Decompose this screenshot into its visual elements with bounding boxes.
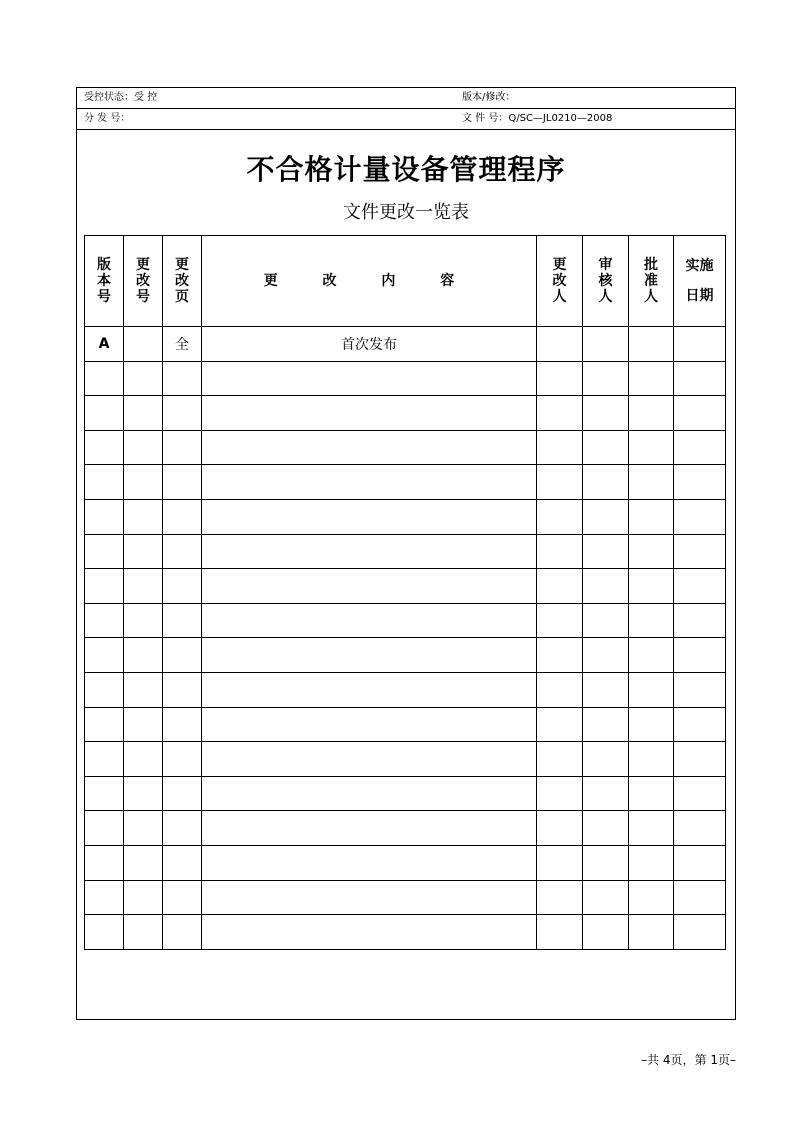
cell-content (202, 499, 537, 534)
document-title: 不合格计量设备管理程序 (246, 153, 566, 186)
header-version: 版本号 (85, 236, 124, 327)
cell-reviewer (583, 465, 629, 500)
header-date: 实施 日期 (674, 236, 726, 327)
cell-approver (629, 707, 674, 742)
cell-changer (537, 915, 583, 950)
cell-version (85, 499, 124, 534)
cell-reviewer (583, 742, 629, 777)
cell-changer (537, 742, 583, 777)
cell-date (674, 569, 726, 604)
cell-date (674, 811, 726, 846)
cell-change-page (163, 845, 202, 880)
cell-date (674, 776, 726, 811)
cell-date (674, 396, 726, 431)
cell-date (674, 430, 726, 465)
cell-change-page (163, 396, 202, 431)
cell-change-page (163, 465, 202, 500)
table-row (85, 742, 726, 777)
table-row (85, 396, 726, 431)
cell-change-page (163, 499, 202, 534)
cell-content (202, 742, 537, 777)
cell-change-page (163, 638, 202, 673)
table-row (85, 465, 726, 500)
cell-reviewer (583, 534, 629, 569)
table-row (85, 569, 726, 604)
cell-version (85, 811, 124, 846)
cell-change-page (163, 672, 202, 707)
cell-approver (629, 638, 674, 673)
cell-reviewer (583, 672, 629, 707)
cell-date (674, 361, 726, 396)
cell-content (202, 534, 537, 569)
cell-reviewer (583, 915, 629, 950)
cell-approver (629, 465, 674, 500)
document-frame (76, 87, 736, 1020)
cell-reviewer (583, 776, 629, 811)
cell-version (85, 845, 124, 880)
cell-change-no (124, 465, 163, 500)
cell-date (674, 707, 726, 742)
cell-change-page (163, 811, 202, 846)
cell-changer (537, 845, 583, 880)
table-row (85, 776, 726, 811)
cell-change-no (124, 396, 163, 431)
cell-changer (537, 776, 583, 811)
cell-content: 首次发布 (202, 327, 537, 362)
cell-change-no (124, 811, 163, 846)
cell-approver (629, 672, 674, 707)
cell-content (202, 569, 537, 604)
header-change-no: 更改号 (124, 236, 163, 327)
cell-changer (537, 327, 583, 362)
header-row-1 (77, 88, 735, 109)
cell-approver (629, 396, 674, 431)
cell-reviewer (583, 430, 629, 465)
cell-content (202, 845, 537, 880)
table-header-row (85, 236, 726, 327)
cell-changer (537, 396, 583, 431)
cell-change-no (124, 638, 163, 673)
cell-changer (537, 534, 583, 569)
cell-changer (537, 811, 583, 846)
cell-approver (629, 603, 674, 638)
cell-changer (537, 707, 583, 742)
header-changer: 更改人 (537, 236, 583, 327)
cell-date (674, 915, 726, 950)
cell-approver (629, 880, 674, 915)
cell-changer (537, 499, 583, 534)
cell-version (85, 396, 124, 431)
cell-change-page (163, 880, 202, 915)
cell-change-page (163, 915, 202, 950)
cell-reviewer (583, 569, 629, 604)
cell-change-no (124, 915, 163, 950)
header-approver: 批准人 (629, 236, 674, 327)
cell-change-no (124, 880, 163, 915)
cell-changer (537, 672, 583, 707)
cell-version (85, 534, 124, 569)
cell-version (85, 603, 124, 638)
cell-change-page (163, 569, 202, 604)
cell-reviewer (583, 603, 629, 638)
cell-change-no (124, 603, 163, 638)
cell-changer (537, 465, 583, 500)
table-row (85, 672, 726, 707)
table-row (85, 811, 726, 846)
cell-approver (629, 430, 674, 465)
cell-version (85, 915, 124, 950)
control-status: 受控状态：受 控 (84, 92, 158, 103)
version-edit: 版本/修改： (462, 92, 516, 103)
cell-date (674, 638, 726, 673)
table-row (85, 361, 726, 396)
cell-changer (537, 603, 583, 638)
cell-date (674, 465, 726, 500)
cell-approver (629, 327, 674, 362)
cell-change-page (163, 534, 202, 569)
cell-change-page (163, 707, 202, 742)
cell-content (202, 638, 537, 673)
cell-approver (629, 742, 674, 777)
header-content: 更 改 内 容 (202, 236, 537, 327)
page-footer: –共 4页，第 1页– (641, 1053, 736, 1067)
table-row (85, 707, 726, 742)
cell-content (202, 430, 537, 465)
cell-change-page (163, 361, 202, 396)
table-row (85, 845, 726, 880)
cell-changer (537, 361, 583, 396)
document-subtitle: 文件更改一览表 (343, 202, 469, 223)
distribution-number: 分 发 号： (84, 113, 131, 124)
cell-approver (629, 569, 674, 604)
change-log-table (84, 235, 726, 950)
cell-approver (629, 811, 674, 846)
cell-date (674, 845, 726, 880)
cell-approver (629, 361, 674, 396)
table-row (85, 534, 726, 569)
table-row (85, 430, 726, 465)
cell-reviewer (583, 707, 629, 742)
cell-date (674, 880, 726, 915)
cell-content (202, 915, 537, 950)
cell-reviewer (583, 811, 629, 846)
cell-reviewer (583, 499, 629, 534)
cell-change-no (124, 707, 163, 742)
cell-version (85, 465, 124, 500)
cell-version (85, 672, 124, 707)
table-row (85, 915, 726, 950)
cell-content (202, 603, 537, 638)
cell-content (202, 672, 537, 707)
cell-change-page (163, 603, 202, 638)
cell-reviewer (583, 880, 629, 915)
cell-change-page: 全 (163, 327, 202, 362)
cell-version (85, 430, 124, 465)
cell-reviewer (583, 845, 629, 880)
cell-reviewer (583, 361, 629, 396)
cell-date (674, 603, 726, 638)
cell-change-page (163, 776, 202, 811)
cell-approver (629, 845, 674, 880)
cell-change-no (124, 361, 163, 396)
cell-change-no (124, 776, 163, 811)
cell-changer (537, 569, 583, 604)
document-number: 文 件 号：Q/SC—JL0210—2008 (462, 113, 613, 124)
cell-content (202, 880, 537, 915)
cell-date (674, 742, 726, 777)
cell-change-no (124, 499, 163, 534)
table-row (85, 603, 726, 638)
cell-date (674, 499, 726, 534)
cell-date (674, 672, 726, 707)
cell-content (202, 776, 537, 811)
cell-change-page (163, 430, 202, 465)
header-reviewer: 审核人 (583, 236, 629, 327)
cell-approver (629, 499, 674, 534)
cell-reviewer (583, 327, 629, 362)
cell-version (85, 707, 124, 742)
header-change-page: 更改页 (163, 236, 202, 327)
cell-change-no (124, 569, 163, 604)
cell-change-no (124, 742, 163, 777)
cell-change-no (124, 534, 163, 569)
cell-content (202, 465, 537, 500)
cell-changer (537, 638, 583, 673)
cell-content (202, 707, 537, 742)
cell-version: A (85, 327, 124, 362)
cell-version (85, 880, 124, 915)
cell-change-page (163, 742, 202, 777)
cell-content (202, 811, 537, 846)
cell-reviewer (583, 396, 629, 431)
cell-change-no (124, 672, 163, 707)
cell-changer (537, 430, 583, 465)
cell-version (85, 742, 124, 777)
cell-change-no (124, 845, 163, 880)
cell-approver (629, 776, 674, 811)
table-row (85, 499, 726, 534)
cell-date (674, 534, 726, 569)
cell-changer (537, 880, 583, 915)
cell-date (674, 327, 726, 362)
cell-version (85, 361, 124, 396)
cell-reviewer (583, 638, 629, 673)
cell-version (85, 569, 124, 604)
header-row-2 (77, 109, 735, 130)
cell-version (85, 638, 124, 673)
table-row (85, 638, 726, 673)
cell-content (202, 361, 537, 396)
table-row (85, 327, 726, 362)
cell-change-no (124, 327, 163, 362)
cell-content (202, 396, 537, 431)
cell-approver (629, 534, 674, 569)
cell-version (85, 776, 124, 811)
cell-change-no (124, 430, 163, 465)
cell-approver (629, 915, 674, 950)
table-row (85, 880, 726, 915)
